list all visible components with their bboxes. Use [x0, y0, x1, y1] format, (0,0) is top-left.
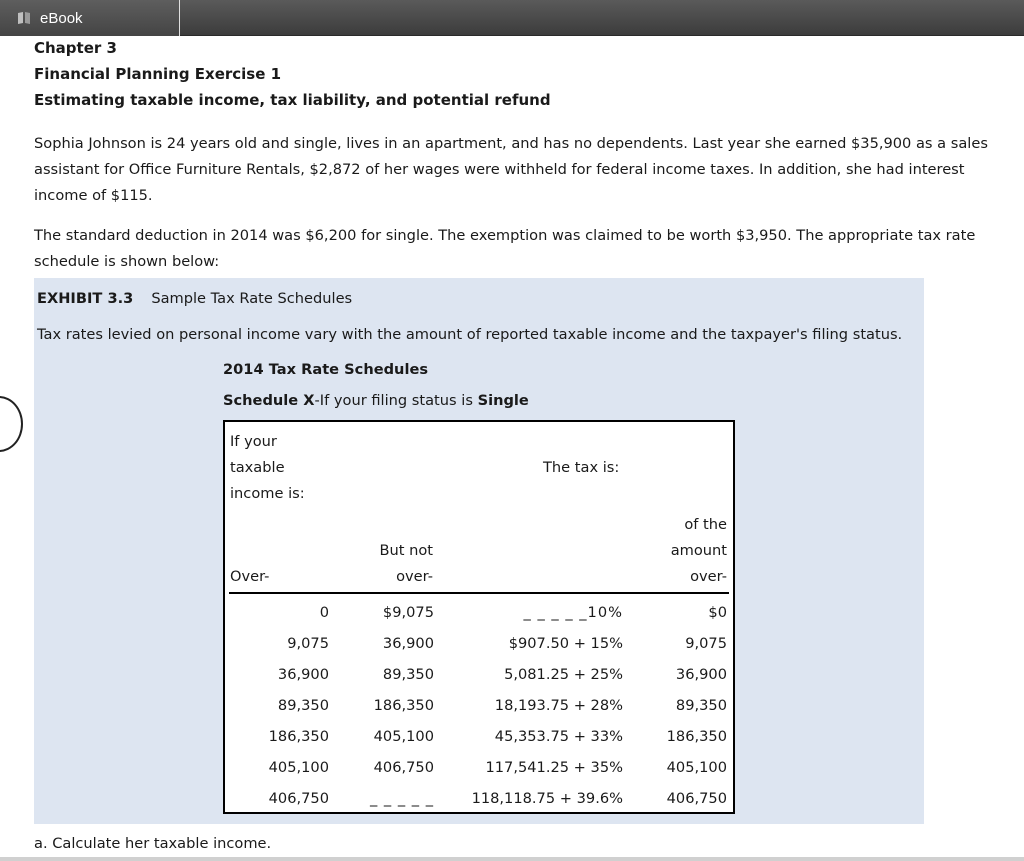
- cell-but-not: 36,900: [382, 635, 434, 652]
- tax-rate-table: [223, 420, 735, 814]
- col-header-if-income: If your taxable income is:: [230, 433, 305, 502]
- cell-tax: 117,541.25 + 35%: [485, 759, 623, 776]
- cell-tax: $907.50 + 15%: [508, 635, 623, 652]
- cell-of-amount: 186,350: [666, 728, 727, 745]
- col-header-but-not: But not over-: [379, 542, 433, 585]
- problem-paragraph: Sophia Johnson is 24 years old and single, lives in an apartment, and has no dependents. Last year she earned $35,900 as a sales assistant for Office Furniture Rentals, $2,872 of her wages were withheld for federal income taxes. In addition, she had interest income of $115.: [34, 135, 988, 204]
- bottom-divider: [0, 857, 1024, 861]
- schedule-sub-text: -If your filing status is: [314, 392, 478, 409]
- cell-of-amount: 36,900: [675, 666, 727, 683]
- table-row: [225, 598, 733, 629]
- cell-tax: _ _ _ _ _10%: [523, 604, 623, 621]
- filing-status: Single: [477, 392, 529, 409]
- cell-but-not: $9,075: [382, 604, 434, 621]
- cell-over: 9,075: [287, 635, 329, 652]
- cell-but-not: 406,750: [373, 759, 434, 776]
- col-header-tax-is: The tax is:: [543, 459, 620, 476]
- cell-over: 406,750: [268, 790, 329, 807]
- cell-tax: 5,081.25 + 25%: [504, 666, 623, 683]
- table-rows: [225, 598, 733, 815]
- cell-of-amount: 405,100: [666, 759, 727, 776]
- cell-over: 36,900: [277, 666, 329, 683]
- cell-over: 89,350: [277, 697, 329, 714]
- exhibit-heading: [37, 290, 352, 307]
- exhibit-panel: [34, 278, 924, 824]
- cell-of-amount: 9,075: [685, 635, 727, 652]
- cell-but-not: _ _ _ _ _: [369, 790, 434, 807]
- cell-over: 0: [319, 604, 329, 621]
- cell-but-not: 405,100: [373, 728, 434, 745]
- cell-over: 405,100: [268, 759, 329, 776]
- cell-but-not: 89,350: [382, 666, 434, 683]
- main-content: [34, 36, 1019, 275]
- cell-but-not: 186,350: [373, 697, 434, 714]
- cell-of-amount: 89,350: [675, 697, 727, 714]
- cell-tax: 45,353.75 + 33%: [494, 728, 623, 745]
- ebook-tab-label: eBook: [40, 9, 83, 27]
- table-row: [225, 753, 733, 784]
- table-row: [225, 660, 733, 691]
- cell-of-amount: 406,750: [666, 790, 727, 807]
- exercise-heading: Financial Planning Exercise 1: [34, 65, 282, 83]
- cell-tax: 118,118.75 + 39.6%: [471, 790, 623, 807]
- table-row: [225, 784, 733, 815]
- table-row: [225, 691, 733, 722]
- col-header-of-amount: of the amount over-: [670, 516, 727, 585]
- window-titlebar: [0, 0, 1024, 36]
- exhibit-description: Tax rates levied on personal income vary with the amount of reported taxable income and the taxpayer's filing status.: [37, 326, 903, 343]
- col-header-over: Over-: [230, 568, 270, 585]
- cell-over: 186,350: [268, 728, 329, 745]
- cell-tax: 18,193.75 + 28%: [494, 697, 623, 714]
- chapter-heading: Chapter 3: [34, 39, 117, 57]
- table-row: [225, 629, 733, 660]
- exhibit-title: Sample Tax Rate Schedules: [151, 290, 353, 307]
- question-a: a. Calculate her taxable income.: [34, 835, 272, 852]
- deduction-paragraph: The standard deduction in 2014 was $6,200 for single. The exemption was claimed to be worth $3,950. The appropriate tax rate schedule is shown below:: [34, 227, 976, 270]
- cell-of-amount: $0: [708, 604, 727, 621]
- side-nav-circle-icon[interactable]: [0, 396, 23, 452]
- exhibit-label: EXHIBIT 3.3: [37, 290, 134, 307]
- table-row: [225, 722, 733, 753]
- book-icon: [16, 10, 32, 26]
- schedule-x-label: Schedule X: [223, 392, 315, 409]
- ebook-tab[interactable]: [0, 0, 180, 36]
- schedule-title: 2014 Tax Rate Schedules: [223, 361, 429, 378]
- header-divider: [229, 592, 729, 594]
- schedule-subtitle: [223, 392, 529, 409]
- topic-heading: Estimating taxable income, tax liability, and potential refund: [34, 91, 551, 109]
